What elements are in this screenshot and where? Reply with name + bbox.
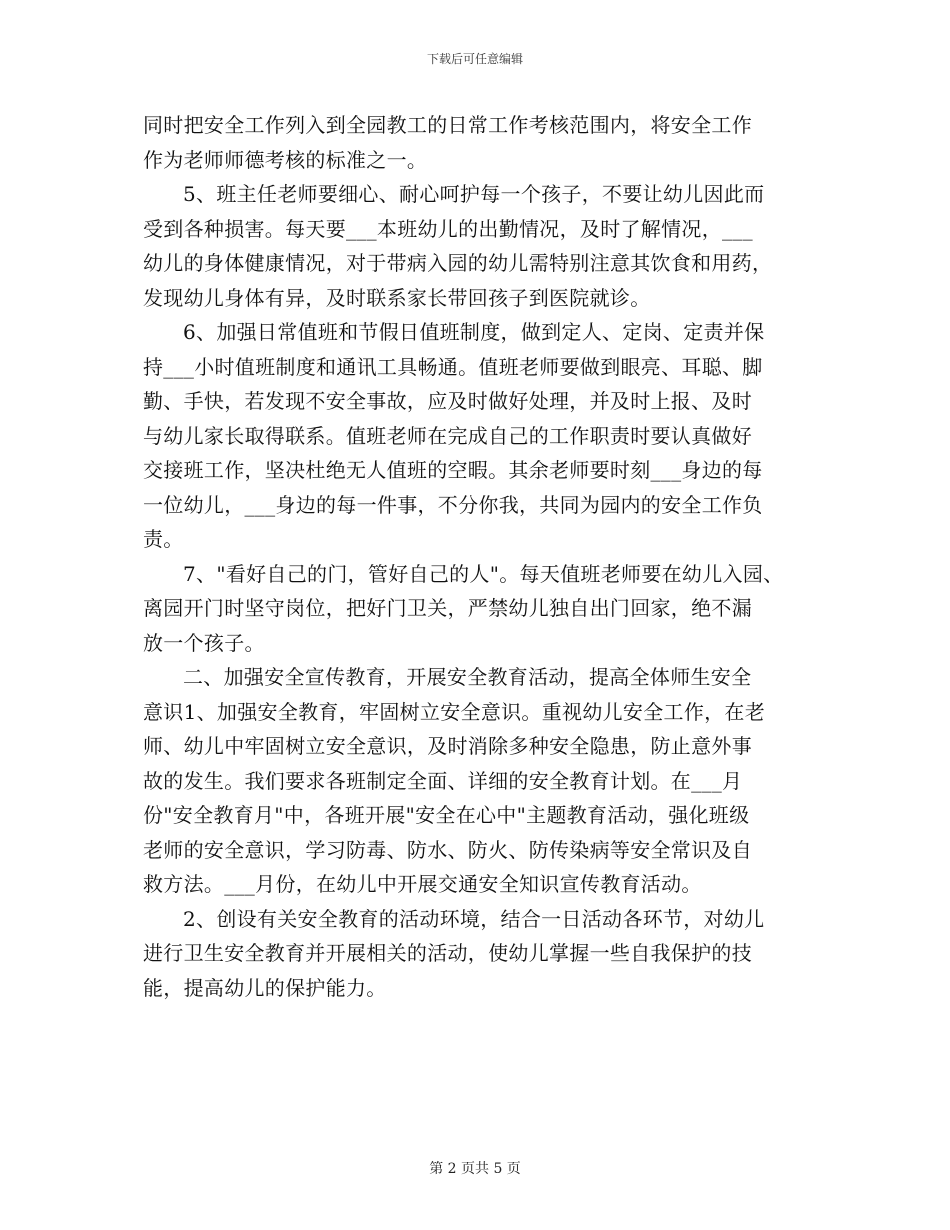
text-line: 放一个孩子。 <box>143 630 265 655</box>
text-line: 受到各种损害。每天要___本班幼儿的出勤情况，及时了解情况，___ <box>143 216 753 241</box>
text-line: 同时把安全工作列入到全园教工的日常工作考核范围内，将安全工作 <box>143 113 752 137</box>
text-line: 救方法。___月份，在幼儿中开展交通安全知识宣传教育活动。 <box>143 872 702 896</box>
page-number: 第 2 页共 5 页 <box>429 1161 521 1177</box>
page-header-note: 下载后可任意编辑 <box>426 52 523 66</box>
text-line: 持___小时值班制度和通讯工具畅通。值班老师要做到眼亮、耳聪、脚 <box>143 354 763 379</box>
text-line: 发现幼儿身体有异，及时联系家长带回孩子到医院就诊。 <box>143 285 651 310</box>
text-line: 作为老师师德考核的标准之一。 <box>143 147 428 172</box>
text-line: 5、班主任老师要细心、耐心呵护每一个孩子，不要让幼儿因此而 <box>183 182 765 206</box>
document-body <box>143 108 808 1005</box>
text-line: 意识1、加强安全教育，牢固树立安全意识。重视幼儿安全工作，在老 <box>143 699 766 724</box>
text-line: 勤、手快，若发现不安全事故，应及时做好处理，并及时上报、及时 <box>143 389 752 413</box>
text-line: 二、加强安全宣传教育，开展安全教育活动，提高全体师生安全 <box>183 665 752 689</box>
text-line: 能，提高幼儿的保护能力。 <box>143 975 387 1000</box>
text-line: 师、幼儿中牢固树立安全意识，及时消除多种安全隐患，防止意外事 <box>143 734 752 758</box>
text-line: 7、"看好自己的门，管好自己的人"。每天值班老师要在幼儿入园、 <box>183 561 784 586</box>
text-line: 故的发生。我们要求各班制定全面、详细的安全教育计划。在___月 <box>143 768 743 793</box>
text-line: 幼儿的身体健康情况，对于带病入园的幼儿需特别注意其饮食和用药， <box>143 251 773 275</box>
text-line: 6、加强日常值班和节假日值班制度，做到定人、定岗、定责并保 <box>183 320 765 344</box>
text-line: 2、创设有关安全教育的活动环境，结合一日活动各环节，对幼儿 <box>183 906 765 931</box>
text-line: 份"安全教育月"中，各班开展"安全在心中"主题教育活动，强化班级 <box>143 803 750 827</box>
text-line: 交接班工作，坚决杜绝无人值班的空暇。其余老师要时刻___身边的每 <box>143 458 763 482</box>
text-line: 与幼儿家长取得联系。值班老师在完成自己的工作职责时要认真做好 <box>143 423 752 448</box>
text-line: 老师的安全意识，学习防毒、防水、防火、防传染病等安全常识及自 <box>143 837 752 862</box>
text-line: 进行卫生安全教育并开展相关的活动，使幼儿掌握一些自我保护的技 <box>143 941 752 965</box>
text-line: 责。 <box>143 527 184 551</box>
text-line: 一位幼儿，___身边的每一件事，不分你我，共同为园内的安全工作负 <box>143 492 763 517</box>
text-line: 离园开门时坚守岗位，把好门卫关，严禁幼儿独自出门回家，绝不漏 <box>143 596 752 620</box>
